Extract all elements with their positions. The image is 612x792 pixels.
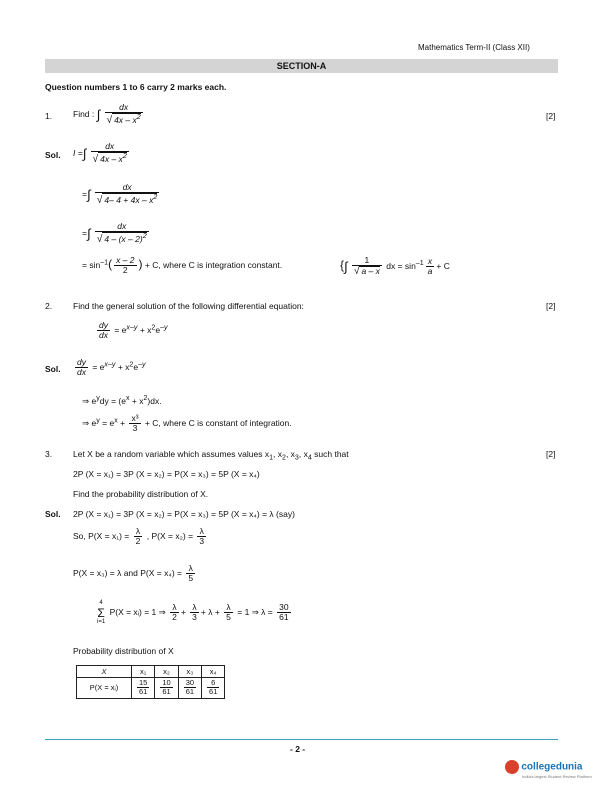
q1-statement: Find : ∫ $\frac{dx}{√ 4x - x^2}$ [73, 102, 141, 127]
q1-marks: [2] [546, 111, 556, 121]
table-cell: $\frac{6}{61}$ [202, 678, 225, 699]
q3-sol-label: Sol. [45, 509, 61, 519]
q1-number: 1. [45, 111, 53, 121]
table-header-cell: x₁ [132, 666, 155, 678]
q1-sol-step4: = $\sin^{-1}$( $\frac{x - 2}{2}$ ) + C, where C is integration constant. [82, 255, 283, 276]
q1-sol-step3: =∫ $\frac{dx}{√ 4 - (x - 2)^2}$ [82, 221, 147, 246]
q2-sol-step2: ⇒ $e^ydy = (e^x + x^2)dx$. [82, 394, 162, 406]
q3-find: Find the probability distribution of X. [73, 489, 209, 499]
q2-number: 2. [45, 301, 53, 311]
header-subject: Mathematics Term-II (Class XII) [418, 43, 530, 52]
table-cell: $\frac{15}{61}$ [132, 678, 155, 699]
section-title: SECTION-A [276, 61, 327, 71]
q2-text: Find the general solution of the following differential equation: [73, 301, 304, 311]
table-row-label: P(X = xᵢ) [77, 678, 132, 699]
section-bar [45, 59, 558, 73]
q3-marks: [2] [546, 449, 556, 459]
page-number: - 2 - [290, 744, 306, 754]
q2-marks: [2] [546, 301, 556, 311]
q1-standard-formula: {∫ $\frac{1}{√ a - x}$ dx = $\sin^{-1}$ $\frac{x}{a}$ + C [340, 255, 450, 278]
brand-logo [505, 760, 592, 779]
graduation-cap-icon [505, 760, 519, 774]
footer-rule [45, 739, 558, 740]
table-header-cell: x₄ [202, 666, 225, 678]
q3-dist-title: Probability distribution of X [73, 646, 174, 656]
q3-text: Let X be a random variable which assumes values $x_1$, $x_2$, $x_3$, $x_4$ such that [73, 449, 349, 462]
q1-find: Find : [73, 108, 95, 119]
q3-sol-step2: So, P(X = x₁) = $\frac{\lambda}{2}$ , P(X = x₂) = $\frac{\lambda}{3}$ [73, 526, 205, 547]
table-header-cell: X [77, 666, 132, 678]
q3-sol-step3: P(X = x₃) = λ and P(X = x₄) = $\frac{\lambda}{5}$ [73, 563, 194, 584]
table-header-cell: x₂ [155, 666, 178, 678]
q1-sol-label: Sol. [45, 150, 61, 160]
q1-sol-step1: I =∫ $\frac{dx}{√ 4x - x^2}$ [73, 141, 127, 166]
table-cell: $\frac{10}{61}$ [155, 678, 178, 699]
table-cell: $\frac{30}{61}$ [178, 678, 201, 699]
brand-name: collegedunia [521, 761, 583, 773]
table-header-cell: x₃ [178, 666, 201, 678]
q2-equation: $\frac{dy}{dx}$ = $e^{x-y} + x^2e^{-y}$ [99, 320, 168, 341]
q2-sol-step1: $\frac{dy}{dx}$ = $e^{x-y} + x^2e^{-y}$ [77, 357, 146, 378]
table-header-row [77, 666, 225, 678]
table-row [77, 678, 225, 699]
brand-tagline: India's largest Student Review Platform [522, 774, 592, 779]
probability-table [76, 665, 225, 699]
q2-sol-step3: ⇒ $e^y = e^x$ + $\frac{\text{x³}}{3}$ + C, where C is constant of integration. [82, 413, 292, 434]
instruction: Question numbers 1 to 6 carry 2 marks each. [45, 82, 227, 92]
q3-equation: 2P (X = x₁) = 3P (X = x₂) = P(X = x₃) = 5P (X = x₄) [73, 469, 260, 479]
q3-number: 3. [45, 449, 53, 459]
q1-sol-step2: =∫ $\frac{dx}{√ 4- 4 + 4x - x^2}$ [82, 182, 158, 207]
q3-sol-step4: 4 Σ i=1 P(X = xᵢ) = 1 ⇒ $\frac{\lambda}{2}$ + $\frac{\lambda}{3}$ + λ + $\frac{\lambda}{5}$ = 1 ⇒ λ = $\frac{30}{61}$ [97, 600, 289, 625]
q3-sol-step1: 2P (X = x₁) = 3P (X = x₂) = P(X = x₃) = 5P (X = x₄) = λ (say) [73, 509, 295, 519]
q1-fraction: $\frac{dx}{√ 4x - x^2}$ [106, 102, 141, 127]
q2-sol-label: Sol. [45, 364, 61, 374]
